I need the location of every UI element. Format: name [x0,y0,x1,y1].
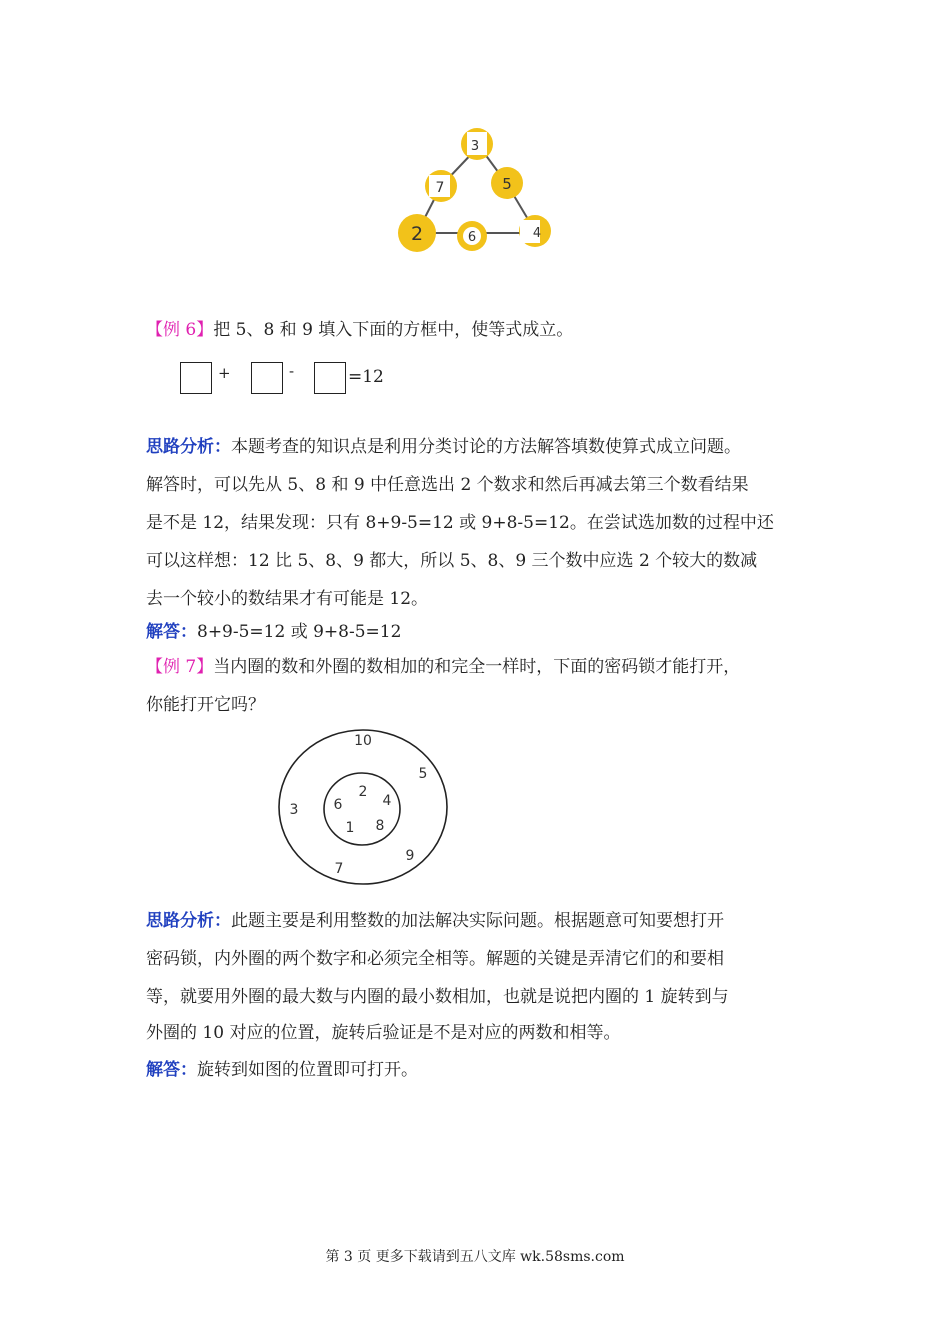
answer-box-2 [251,362,283,394]
answer6-line [146,622,401,642]
example7-tag-close: 】 [196,657,214,677]
inner-number: 4 [382,793,392,809]
answer6-text: 8+9-5=12 或 9+8-5=12 [197,622,402,642]
answer-box-1 [180,362,212,394]
inner-number: 2 [358,784,368,800]
analysis7-line-2: 密码锁，内外圈的两个数字和必须完全相等。解题的关键是弄清它们的和要相 [146,949,724,969]
example6-question: 把 5、8 和 9 填入下面的方框中，使等式成立。 [213,320,574,340]
answer7-label: 解答： [146,1060,197,1080]
example6-tag-close: 】 [196,320,214,340]
analysis6-line-2: 解答时，可以先从 5、8 和 9 中任意选出 2 个数求和然后再减去第三个数看结果 [146,475,749,495]
example7-question-line-2: 你能打开它吗？ [146,695,265,715]
example6-tag-open: 【 [146,320,163,340]
analysis7-line-3: 等，就要用外圈的最大数与内圈的最小数相加，也就是说把内圈的 1 旋转到与 [146,987,729,1007]
answer-box-3 [314,362,346,394]
node-label: 3 [470,139,480,154]
page-footer: 第 3 页 更多下载请到五八文库 wk.58sms.com [325,1249,625,1265]
plus-sign: + [218,364,231,382]
example7-question: 当内圈的数和外圈的数相加的和完全一样时，下面的密码锁才能打开， [213,657,741,677]
node-label: 2 [410,223,424,245]
inner-number: 6 [333,797,343,813]
node-label: 7 [435,180,445,196]
analysis7-line-4: 外圈的 10 对应的位置，旋转后验证是不是对应的两数和相等。 [146,1023,621,1043]
analysis7-text: 此题主要是利用整数的加法解决实际问题。根据题意可知要想打开 [231,911,724,931]
example7-tag-open: 【 [146,657,163,677]
analysis6-line-5: 去一个较小的数结果才有可能是 12。 [146,589,429,609]
outer-number: 10 [354,733,372,749]
outer-number: 7 [334,861,344,877]
analysis6-label: 思路分析： [146,437,231,457]
example7-question-line-1 [146,657,740,677]
node-label: 6 [467,230,477,245]
combination-lock-figure [275,727,455,887]
triangle-figure [395,122,555,257]
node-label: 5 [502,175,512,193]
analysis6-line-3: 是不是 12，结果发现：只有 8+9-5=12 或 9+8-5=12。在尝试选加数的过程中还 [146,513,774,533]
answer7-line [146,1060,418,1080]
node-label: 4 [532,226,542,241]
inner-number: 1 [345,820,355,836]
analysis7-line-1 [146,911,724,931]
outer-number: 5 [418,766,428,782]
outer-ring [279,730,447,884]
example6-question-line [146,320,573,340]
analysis6-line-4: 可以这样想：12 比 5、8、9 都大，所以 5、8、9 三个数中应选 2 个较大的数减 [146,551,758,571]
example7-tag: 例 7 [163,657,197,677]
answer7-text: 旋转到如图的位置即可打开。 [197,1060,418,1080]
outer-number: 3 [289,802,299,818]
inner-number: 8 [375,818,385,834]
outer-number: 9 [405,848,415,864]
answer6-label: 解答： [146,622,197,642]
example6-tag: 例 6 [163,320,197,340]
analysis7-label: 思路分析： [146,911,231,931]
equation-result: =12 [348,367,384,387]
analysis6-line-1 [146,437,741,457]
minus-sign: - [289,362,295,380]
analysis6-text: 本题考查的知识点是利用分类讨论的方法解答填数使算式成立问题。 [231,437,741,457]
